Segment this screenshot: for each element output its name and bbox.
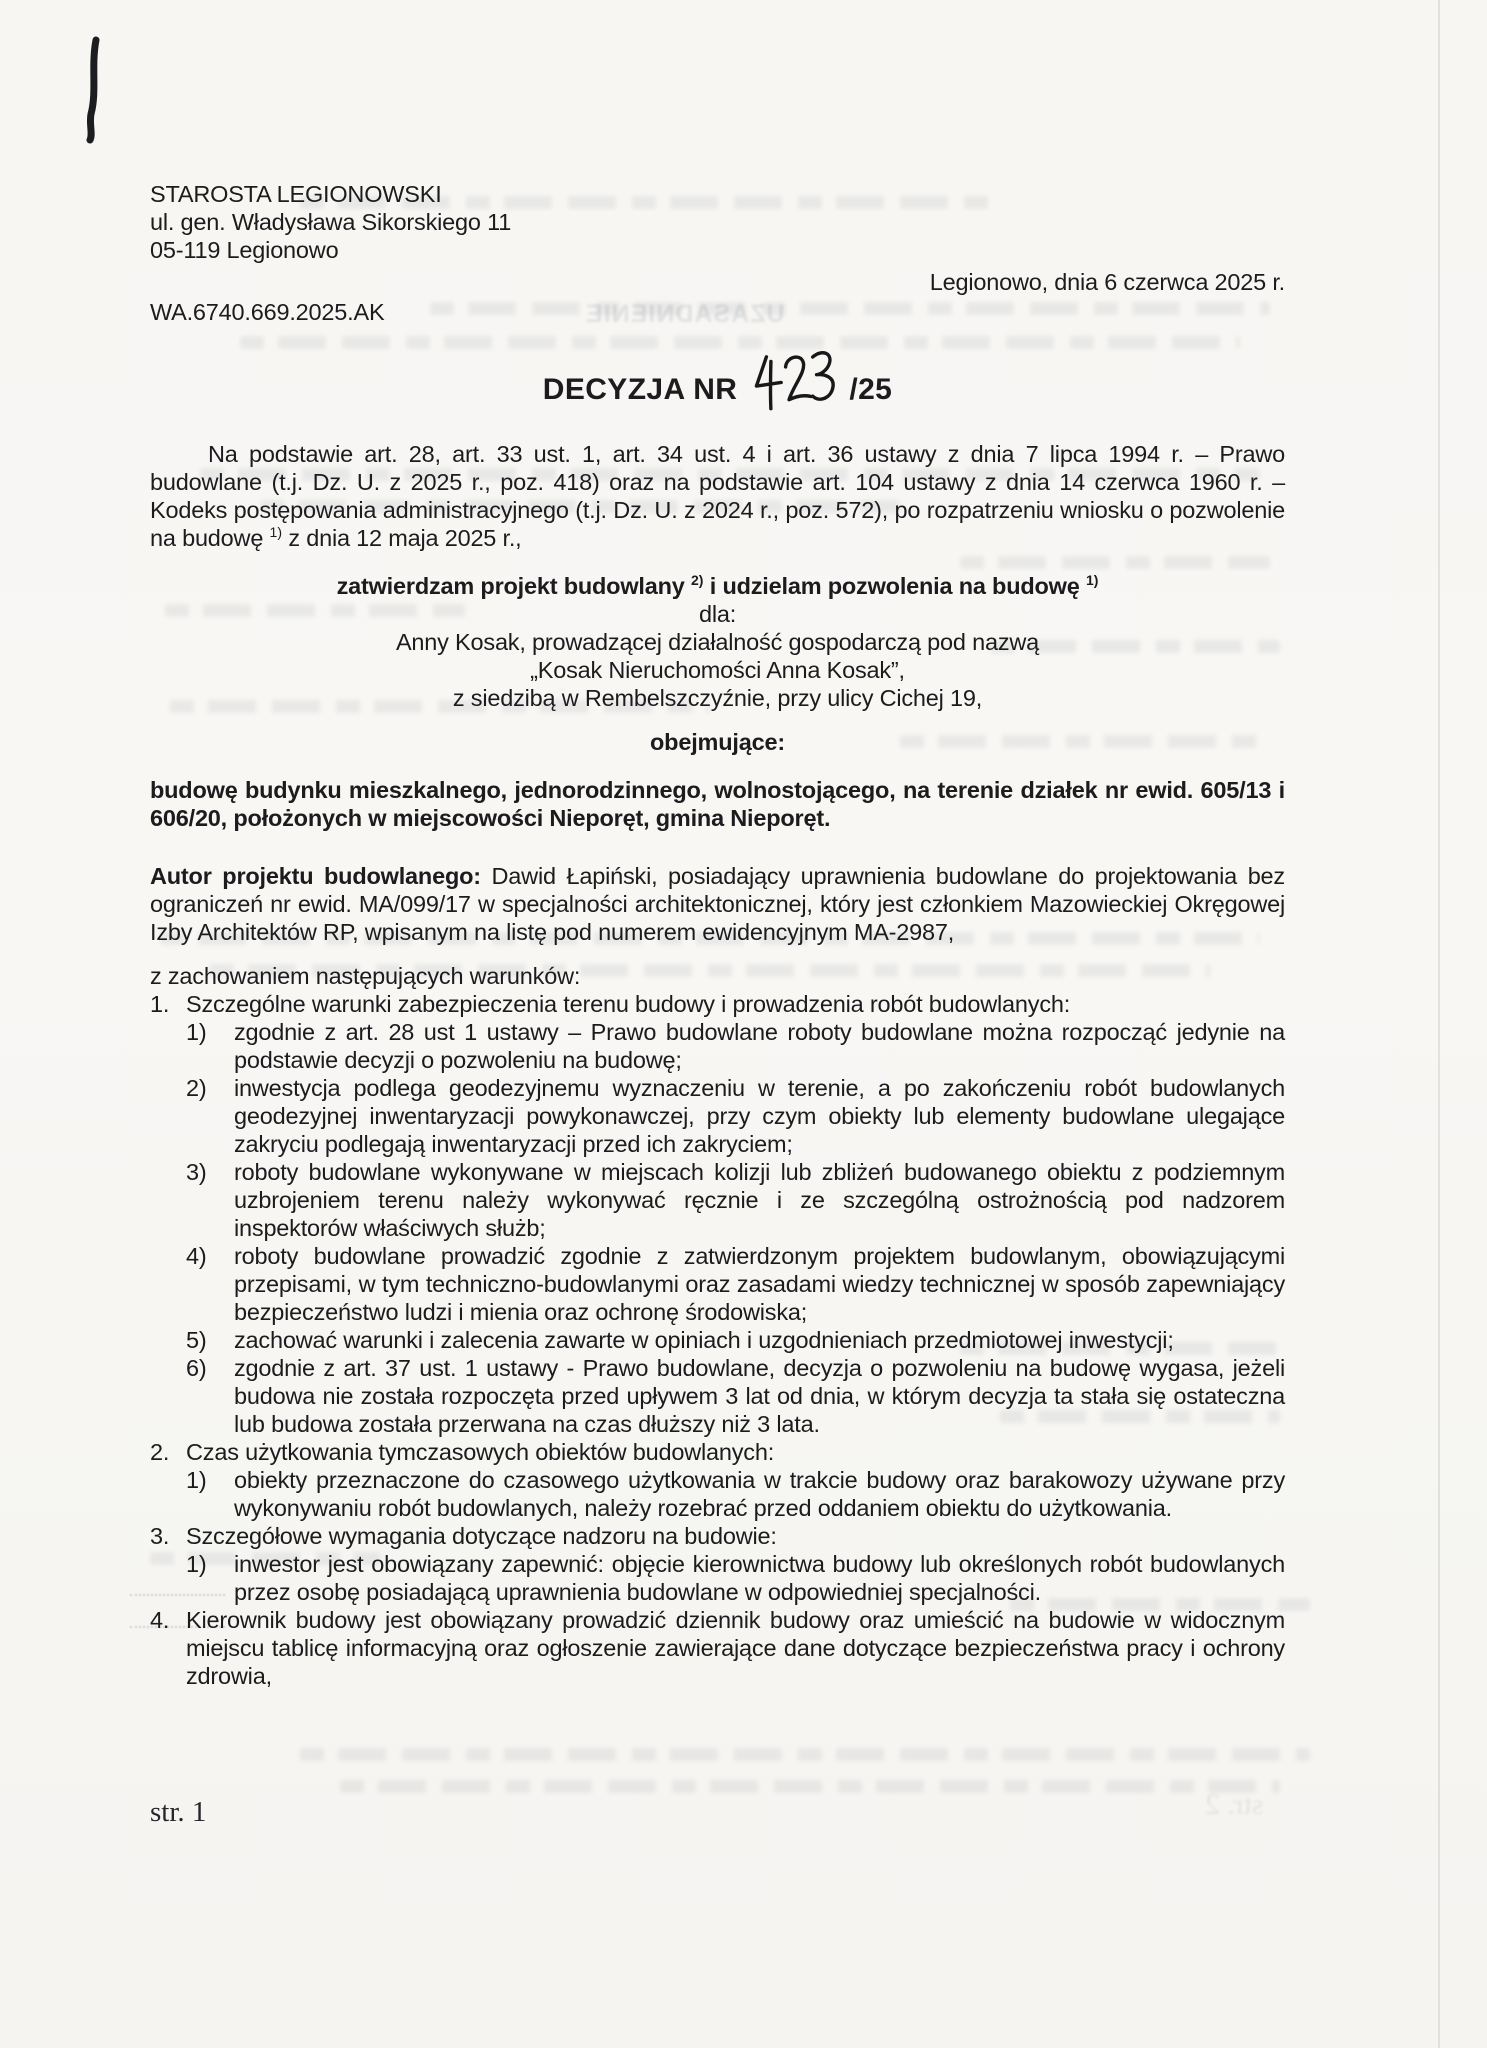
decision-title: [150, 370, 1285, 418]
bleedthrough-artifact: [300, 1748, 1310, 1761]
condition-number: 4.: [150, 1607, 170, 1633]
condition-text: Czas użytkowania tymczasowych obiektów budowlanych:: [186, 1439, 775, 1465]
condition-subitem: [186, 1354, 1285, 1438]
subitem-text: zgodnie z art. 37 ust. 1 ustawy - Prawo budowlane, decyzja o pozwoleniu na budowę wygasa, jeżeli budowa nie została rozpoczęta przed upływem 3 lat od dnia, w którym decyzja ta stała się ostateczna lub budowa została przerwana na czas dłuższy niż 3 lata.: [234, 1355, 1285, 1437]
place-date: Legionowo, dnia 6 czerwca 2025 r.: [929, 269, 1285, 295]
condition-subitem: [186, 1158, 1285, 1242]
handwritten-decision-number: [742, 343, 848, 417]
subitem-number: 1): [186, 1551, 207, 1577]
condition-subitem: [186, 1242, 1285, 1326]
case-number: WA.6740.669.2025.AK: [150, 299, 385, 325]
recipient-address: z siedzibą w Rembelszczyźnie, przy ulicy Cichej 19,: [452, 685, 983, 711]
condition-number: 1.: [150, 991, 170, 1017]
conditions-intro: z zachowaniem następujących warunków:: [150, 963, 581, 989]
condition-text: Szczegółowe wymagania dotyczące nadzoru na budowie:: [186, 1523, 777, 1549]
subitem-text: obiekty przeznaczone do czasowego użytkowania w trakcie budowy oraz barakowozy używane przy wykonywaniu robót budowlanych, należy rozebrać przed oddaniem obiektu do użytkowania.: [234, 1467, 1285, 1521]
approval-statement: [150, 572, 1285, 600]
condition-subitem: [186, 1074, 1285, 1158]
subitem-text: inwestycja podlega geodezyjnemu wyznaczeniu w terenie, a po zakończeniu robót budowlanych geodezyjnej inwentaryzacji powykonawczej, przy czym obiekty lub elementy budowlane ulegające zakryciu podlegają inwentaryzacji przed ich zakryciem;: [234, 1075, 1285, 1157]
condition-item: [150, 1606, 1285, 1690]
condition-item: [150, 1438, 1285, 1466]
subitem-number: 5): [186, 1327, 207, 1353]
subitem-number: 1): [186, 1019, 207, 1045]
conditions-list: [150, 990, 1285, 1690]
subitem-number: 3): [186, 1159, 207, 1185]
footnote-ref-1: 1): [269, 524, 282, 541]
legal-basis-text: Na podstawie art. 28, art. 33 ust. 1, art. 34 ust. 4 i art. 36 ustawy z dnia 7 lipca 1994 r. – Prawo budowlane (t.j. Dz. U. z 2025 r., poz. 418) oraz na podstawie art. 104 ustawy z dnia 14 czerwca 1960 r. – Kodeks postępowania administracyjnego (t.j. Dz. U. z 2024 r., poz. 572), po rozpatrzeniu wniosku o pozwolenie na budowę: [150, 441, 1285, 551]
condition-item: [150, 1522, 1285, 1550]
office-address-city: 05-119 Legionowo: [150, 237, 339, 263]
subitem-number: 2): [186, 1075, 207, 1101]
author-paragraph: [150, 862, 1285, 946]
condition-subitem: [186, 1326, 1285, 1354]
bleedthrough-artifact: [340, 1780, 1280, 1793]
subitem-number: 1): [186, 1467, 207, 1493]
subitem-text: inwestor jest obowiązany zapewnić: objęcie kierownictwa budowy lub określonych robót budowlanych przez osobę posiadającą uprawnienia budowlane w odpowiedniej specjalności.: [234, 1551, 1285, 1605]
subitem-text: roboty budowlane prowadzić zgodnie z zatwierdzonym projektem budowlanym, obowiązującymi przepisami, w tym techniczno-budowlanymi oraz zasadami wiedzy technicznej w sposób zapewniający bezpieczeństwo ludzi i mienia oraz ochronę środowiska;: [234, 1243, 1285, 1325]
condition-subitem: [186, 1550, 1285, 1606]
sender-block: [150, 180, 1285, 264]
footnote-ref-2: 2): [690, 572, 704, 589]
application-date-text: z dnia 12 maja 2025 r.,: [288, 525, 522, 551]
condition-number: 2.: [150, 1439, 170, 1465]
bleedthrough-page-number: str. 2: [1205, 1788, 1264, 1821]
condition-text: Kierownik budowy jest obowiązany prowadzić dziennik budowy oraz umieścić na budowie w widocznym miejscu tablicę informacyjną oraz ogłoszenie zawierające dane dotyczące bezpieczeństwa pracy i ochrony zdrowia,: [186, 1607, 1285, 1689]
page-number: str. 1: [150, 1796, 207, 1828]
approval-text-1: zatwierdzam projekt budowlany: [336, 573, 685, 599]
document-content: [150, 0, 1285, 1690]
pen-stroke-mark: [80, 36, 116, 146]
approval-text-2: i udzielam pozwolenia na budowę: [709, 573, 1080, 599]
legal-basis-paragraph: [150, 440, 1285, 552]
office-name: STAROSTA LEGIONOWSKI: [150, 181, 442, 207]
author-text: Dawid Łapiński, posiadający uprawnienia budowlane do projektowania bez ograniczeń nr ewid. MA/099/17 w specjalności architektonicznej, który jest członkiem Mazowieckiej Okręgowej Izby Architektów RP, wpisanym na listę pod numerem ewidencyjnym MA-2987,: [150, 863, 1285, 945]
scan-edge-line: [1438, 0, 1440, 2048]
author-label: Autor projektu budowlanego:: [150, 863, 481, 889]
dla-line: dla:: [698, 601, 737, 627]
recipient-name: Anny Kosak, prowadzącej działalność gospodarczą pod nazwą: [395, 629, 1040, 655]
scope-paragraph: budowę budynku mieszkalnego, jednorodzinnego, wolnostojącego, na terenie działek nr ewid. 605/13 i 606/20, położonych w miejscowości Nieporęt, gmina Nieporęt.: [150, 777, 1285, 831]
subitem-number: 4): [186, 1243, 207, 1269]
subitem-number: 6): [186, 1355, 207, 1381]
subitem-text: roboty budowlane wykonywane w miejscach kolizji lub zbliżeń budowanego obiektu z podziemnym uzbrojeniem terenu należy wykonywać ręcznie i ze szczególną ostrożnością pod nadzorem inspektorów właściwych służb;: [234, 1159, 1285, 1241]
decision-title-label: DECYZJA NR: [542, 372, 738, 406]
condition-item: [150, 990, 1285, 1018]
condition-text: Szczególne warunki zabezpieczenia terenu budowy i prowadzenia robót budowlanych:: [186, 991, 1071, 1017]
subitem-text: zgodnie z art. 28 ust 1 ustawy – Prawo budowlane roboty budowlane można rozpocząć jedynie na podstawie decyzji o pozwoleniu na budowę;: [234, 1019, 1285, 1073]
condition-number: 3.: [150, 1523, 170, 1549]
subitem-text: zachować warunki i zalecenia zawarte w opiniach i uzgodnieniach przedmiotowej inwestycji;: [234, 1327, 1174, 1353]
scope-intro: obejmujące:: [650, 729, 785, 755]
bleedthrough-heading: UZASADNIENIE: [585, 300, 785, 328]
condition-subitem: [186, 1466, 1285, 1522]
condition-subitem: [186, 1018, 1285, 1074]
office-address-street: ul. gen. Władysława Sikorskiego 11: [150, 209, 512, 235]
footnote-ref-1b: 1): [1085, 572, 1099, 589]
decision-title-suffix: /25: [849, 372, 893, 406]
recipient-company: „Kosak Nieruchomości Anna Kosak”,: [530, 657, 905, 683]
